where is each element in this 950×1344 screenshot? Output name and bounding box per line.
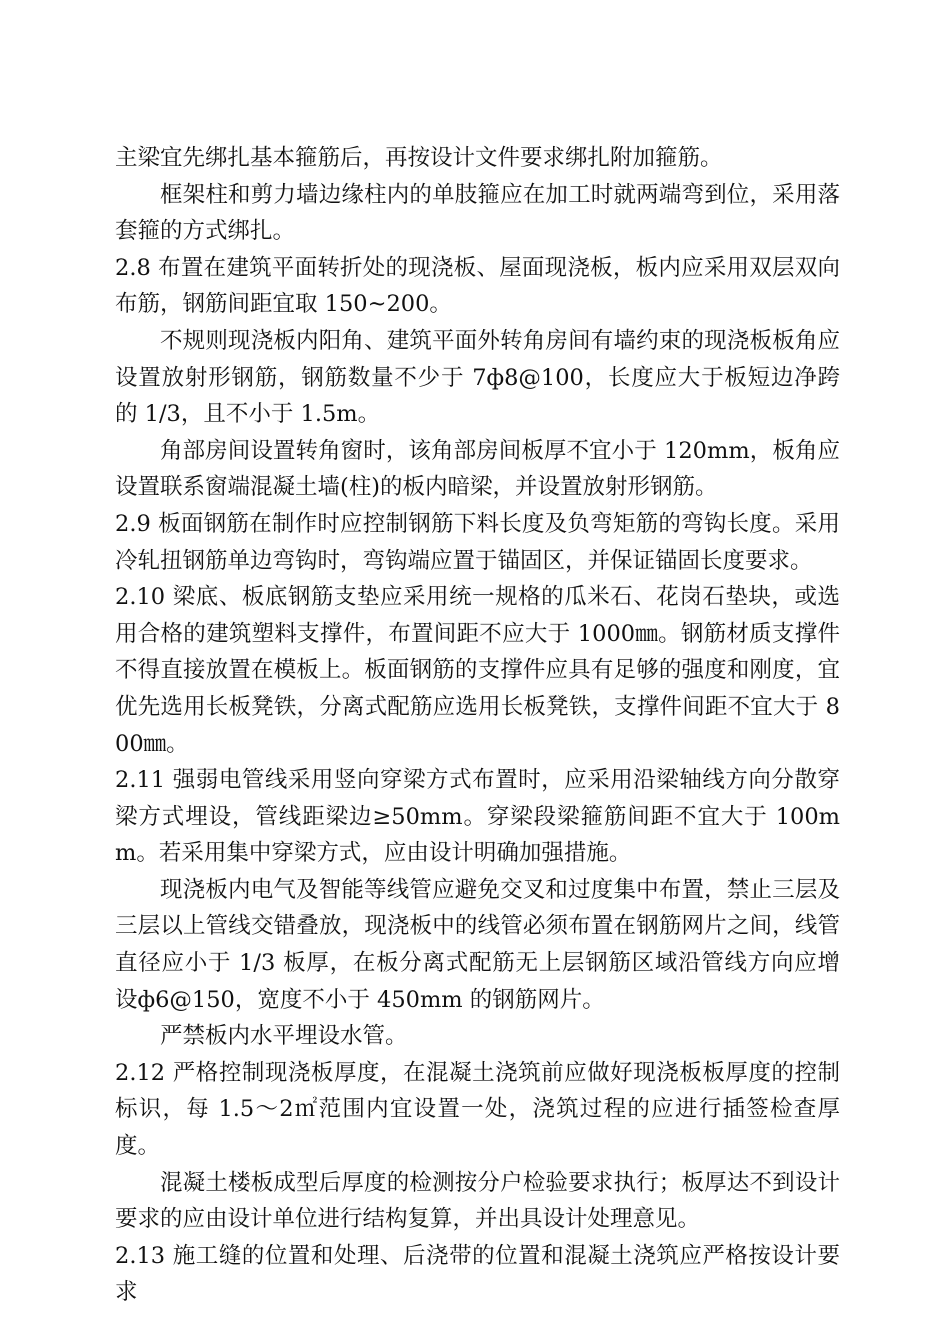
paragraph-1: 主梁宜先绑扎基本箍筋后，再按设计文件要求绑扎附加箍筋。 (115, 145, 723, 171)
paragraph-12: 混凝土楼板成型后厚度的检测按分户检验要求执行；板厚达不到设计要求的应由设计单位进行结构复算，并出具设计处理意见。 (115, 1169, 840, 1233)
paragraph-11: 2.12 严格控制现浇板厚度，在混凝土浇筑前应做好现浇板板厚度的控制标识，每 1.5～2㎡范围内宜设置一处，浇筑过程的应进行插签检查厚度。 (115, 1059, 840, 1160)
document-body (115, 140, 840, 1311)
paragraph-13: 2.13 施工缝的位置和处理、后浇带的位置和混凝土浇筑应严格按设计要求 (115, 1242, 840, 1306)
paragraph-2: 框架柱和剪力墙边缘柱内的单肢箍应在加工时就两端弯到位，采用落套箍的方式绑扎。 (115, 181, 840, 245)
paragraph-10: 严禁板内水平埋设水管。 (160, 1023, 408, 1050)
paragraph-5: 角部房间设置转角窗时，该角部房间板厚不宜小于 120mm，板角应设置联系窗端混凝土墙(柱)的板内暗梁，并设置放射形钢筋。 (115, 437, 840, 501)
paragraph-8: 2.11 强弱电管线采用竖向穿梁方式布置时，应采用沿梁轴线方向分散穿梁方式埋设，管线距梁边≥50mm。穿梁段梁箍筋间距不宜大于 100mm。若采用集中穿梁方式，应由设计明确加强措施。 (115, 767, 840, 867)
paragraph-4: 不规则现浇板内阳角、建筑平面外转角房间有墙约束的现浇板板角应设置放射形钢筋，钢筋数量不少于 7ф8@100，长度应大于板短边净跨的 1/3，且不小于 1.5m。 (115, 327, 840, 428)
paragraph-6: 2.9 板面钢筋在制作时应控制钢筋下料长度及负弯矩筋的弯钩长度。采用冷轧扭钢筋单边弯钩时，弯钩端应置于锚固区，并保证锚固长度要求。 (115, 510, 840, 574)
paragraph-9: 现浇板内电气及智能等线管应避免交叉和过度集中布置，禁止三层及三层以上管线交错叠放，现浇板中的线管必须布置在钢筋网片之间，线管直径应小于 1/3 板厚，在板分离式配筋无上层钢筋区域沿管线方向应增设ф6@150，宽度不小于 450mm 的钢筋网片。 (115, 876, 840, 1013)
paragraph-3: 2.8 布置在建筑平面转折处的现浇板、屋面现浇板，板内应采用双层双向布筋，钢筋间距宜取 150~200。 (115, 254, 840, 318)
paragraph-7: 2.10 梁底、板底钢筋支垫应采用统一规格的瓜米石、花岗石垫块，或选用合格的建筑塑料支撑件，布置间距不应大于 1000㎜。钢筋材质支撑件不得直接放置在模板上。板面钢筋的支撑件应具有足够的强度和刚度，宜优先选用长板凳铁，分离式配筋应选用长板凳铁，支撑件间距不宜大于 800㎜。 (115, 584, 840, 757)
